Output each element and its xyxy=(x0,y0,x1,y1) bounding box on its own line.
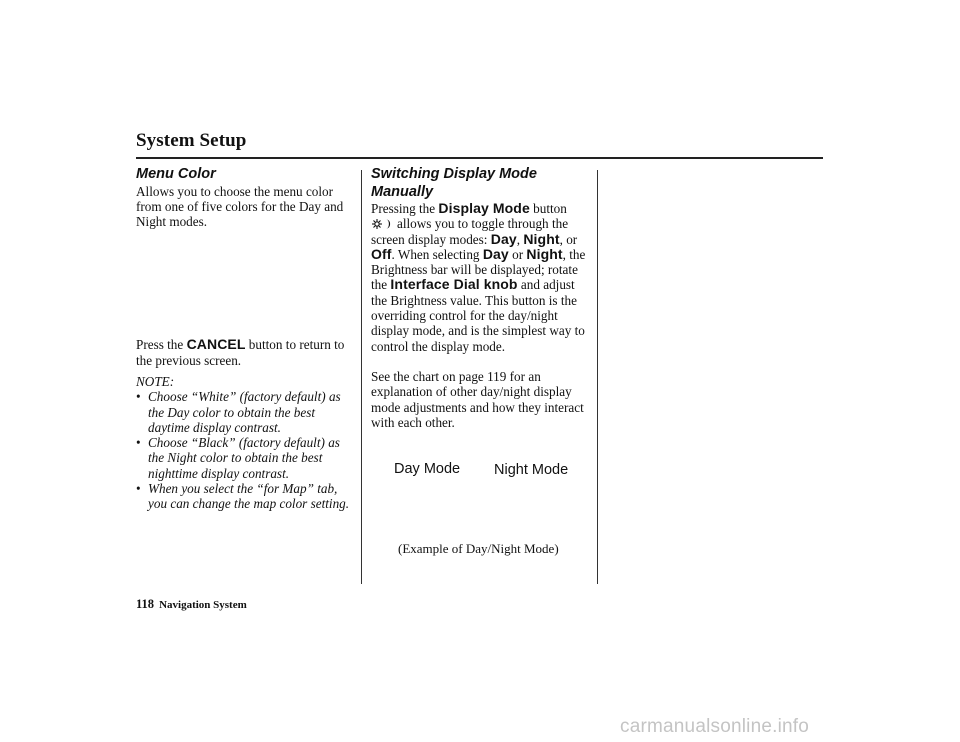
bullet-icon: • xyxy=(136,389,141,405)
note-item xyxy=(136,481,356,512)
text-run: and adjust the Brightness value. This button is the overriding control for the day/night display mode, and is the simplest way to control the display mode. xyxy=(371,277,585,354)
display-mode-section xyxy=(371,166,591,430)
text-run: , the Brightness bar will be displayed; rotate the xyxy=(371,246,586,293)
night-key: Night xyxy=(526,245,563,262)
cancel-instruction-prefix: Press the xyxy=(136,337,187,353)
display-mode-key: Display Mode xyxy=(438,200,530,216)
watermark: carmanualsonline.info xyxy=(620,716,810,737)
column-divider-left xyxy=(361,170,362,584)
text-run: , xyxy=(516,231,524,247)
column-divider-right xyxy=(597,170,598,584)
menu-color-heading: Menu Color xyxy=(136,166,216,182)
header-rule xyxy=(136,157,823,159)
day-mode-label: Day Mode xyxy=(394,461,461,477)
off-key: Off xyxy=(371,245,392,262)
sun-moon-icon xyxy=(371,218,393,230)
cancel-key: CANCEL xyxy=(186,336,246,353)
text-run: , or xyxy=(559,231,578,247)
bullet-icon: • xyxy=(136,435,141,451)
chart-reference-paragraph: See the chart on page 119 for an explanation of other day/night display mode adjustments and how they interact with each other. xyxy=(371,368,584,430)
cancel-instruction-suffix: button to return to the previous screen. xyxy=(136,337,345,368)
note-text: Choose “Black” (factory default) as the Night color to obtain the best nighttime display contrast. xyxy=(148,435,340,481)
footer-section: Navigation System xyxy=(159,599,247,611)
menu-color-intro: Allows you to choose the menu color from one of five colors for the Day and Night modes. xyxy=(136,183,344,230)
night-key: Night xyxy=(523,230,560,247)
day-key: Day xyxy=(482,245,509,262)
display-mode-heading xyxy=(371,166,591,201)
cancel-instruction xyxy=(136,337,356,368)
interface-dial-key: Interface Dial knob xyxy=(390,276,518,293)
screenshot-placeholder xyxy=(136,229,356,337)
note-item xyxy=(136,389,356,435)
display-mode-heading-line2: Manually xyxy=(371,183,434,200)
page-title: System Setup xyxy=(136,130,247,151)
text-run: button xyxy=(529,201,567,216)
note-label: NOTE: xyxy=(136,373,175,389)
display-mode-paragraph xyxy=(371,201,591,354)
bullet-icon: • xyxy=(136,481,141,497)
figure-caption: (Example of Day/Night Mode) xyxy=(398,541,559,556)
menu-color-section xyxy=(136,166,356,512)
note-text: When you select the “for Map” tab, you can change the map color setting. xyxy=(148,481,350,512)
text-run: allows you to toggle through the screen display modes: xyxy=(371,216,569,247)
note-item xyxy=(136,435,356,481)
night-mode-label: Night Mode xyxy=(494,462,569,478)
display-mode-heading-line1: Switching Display Mode xyxy=(371,166,537,182)
text-run: or xyxy=(508,246,527,262)
text-run: . When selecting xyxy=(391,246,483,262)
note-text: Choose “White” (factory default) as the Day color to obtain the best daytime display contrast. xyxy=(148,389,341,435)
text-run: Pressing the xyxy=(371,201,439,216)
page-number: 118 xyxy=(136,597,155,611)
day-key: Day xyxy=(490,230,517,247)
page-footer xyxy=(136,597,247,612)
notes-list xyxy=(136,389,356,511)
